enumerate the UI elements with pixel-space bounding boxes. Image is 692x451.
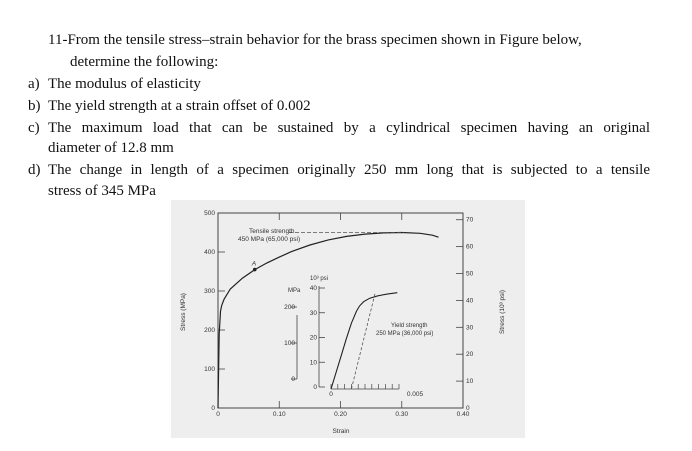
- part-d-text-line2: stress of 345 MPa: [48, 183, 156, 199]
- x-tick-label: 0.20: [334, 411, 347, 418]
- inset-strain-tick-label: 0: [329, 391, 333, 398]
- y2-tick-label: 30: [466, 324, 474, 332]
- inset-mpa-tick-label: 200: [284, 304, 295, 311]
- problem-statement-line1: 11-From the tensile stress–strain behavior for the brass specimen shown in Figure below,: [48, 32, 582, 48]
- part-c-text-line2: diameter of 12.8 mm: [48, 140, 174, 156]
- inset-psi-tick-label: 0: [313, 384, 317, 391]
- y-tick-label: 0: [211, 405, 215, 412]
- y2-tick-label: 20: [466, 351, 474, 359]
- y2-tick-label: 50: [466, 270, 474, 278]
- y-tick-label: 200: [204, 327, 215, 334]
- tensile-strength-label-1: Tensile strength: [249, 228, 295, 235]
- y2-axis-title: Stress (10³ psi): [499, 289, 506, 335]
- inset-y-label: MPa: [288, 288, 301, 294]
- y-tick-label: 400: [204, 249, 215, 256]
- part-a-label: a): [28, 76, 40, 92]
- y-axis-title: Stress (MPa): [180, 293, 187, 331]
- part-d-label: d): [28, 162, 41, 178]
- tensile-strength-label-2: 450 MPa (65,000 psi): [238, 236, 301, 243]
- x-tick-label: 0.10: [272, 411, 286, 418]
- x-tick-label: 0.30: [395, 411, 409, 418]
- x-axis-title: Strain: [332, 428, 350, 435]
- part-b-text: The yield strength at a strain offset of 0.002: [48, 98, 311, 114]
- inset-mpa-tick-label: 100: [284, 340, 295, 347]
- x-tick-label: 0.40: [456, 411, 470, 418]
- y2-tick-label: 0: [466, 405, 470, 412]
- inset-y2-label: 10³ psi: [310, 276, 329, 282]
- part-b-label: b): [28, 98, 41, 114]
- y2-tick-label: 10: [466, 378, 474, 386]
- yield-strength-label-2: 250 MPa (36,000 psi): [376, 331, 434, 337]
- stress-strain-figure: [171, 200, 525, 438]
- x-tick-label: 0: [216, 411, 220, 418]
- y2-tick-label: 60: [466, 243, 474, 251]
- inset-psi-tick-label: 20: [309, 334, 317, 342]
- problem-statement-line2: determine the following:: [70, 54, 219, 70]
- inset-psi-tick-label: 30: [309, 309, 317, 317]
- y-tick-label: 300: [204, 288, 215, 295]
- inset-psi-tick-label: 10: [309, 359, 317, 367]
- y-tick-label: 100: [204, 366, 215, 373]
- inset-psi-tick-label: 40: [309, 285, 317, 292]
- y-tick-label: 500: [204, 210, 215, 217]
- y2-tick-label: 40: [466, 297, 474, 305]
- part-d-text-line1: The change in length of a specimen originally 250 mm long that is subjected to a tensile: [48, 162, 650, 178]
- yield-strength-label-1: Yield strength: [391, 323, 428, 329]
- inset-mpa-tick-label: 0: [291, 376, 295, 383]
- inset-strain-tick-label: 0.005: [406, 391, 424, 398]
- part-c-text-line1: The maximum load that can be sustained by a cylindrical specimen having an original: [48, 120, 650, 136]
- point-a-label: A: [251, 260, 257, 268]
- part-a-text: The modulus of elasticity: [48, 76, 201, 92]
- part-c-label: c): [28, 120, 40, 136]
- y2-tick-label: 70: [466, 216, 474, 224]
- point-a-marker: [253, 268, 257, 272]
